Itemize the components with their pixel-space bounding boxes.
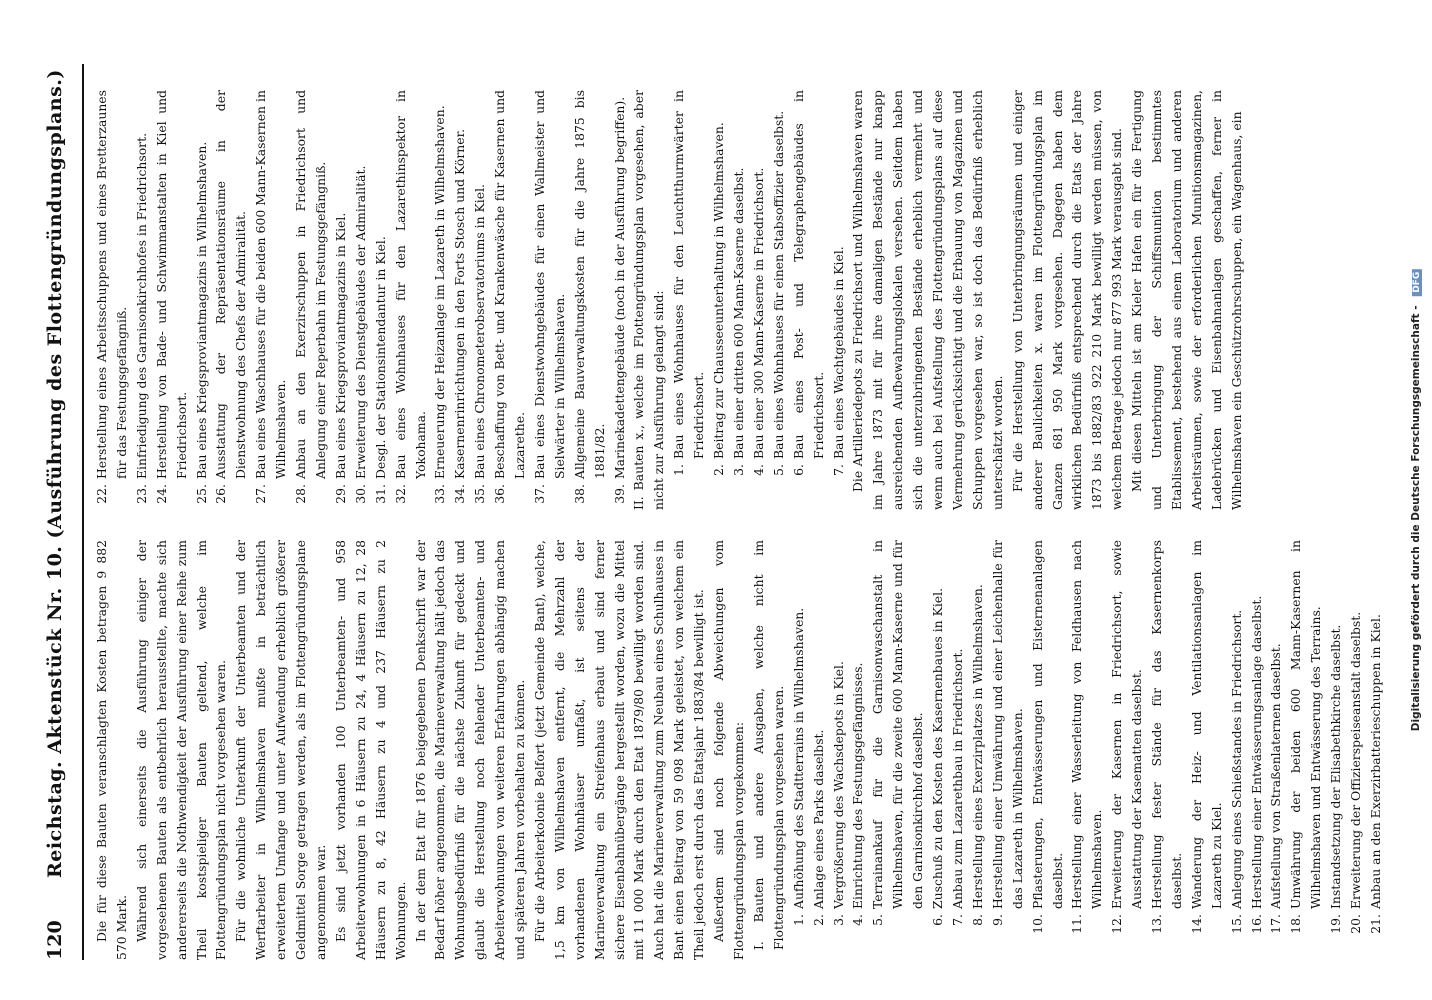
item-text: Bau eines Dienstwohngebäudes für einen Wallmeister und Sielwärter in Wilhelmshaven. xyxy=(531,90,567,479)
list-item xyxy=(570,90,610,510)
header-title: Reichstag. Aktenstück Nr. 10. (Ausführung des Flottengründungsplans.) xyxy=(44,69,66,878)
list-item xyxy=(789,540,809,960)
item-number: 12. xyxy=(1109,914,1125,934)
paragraph: Die Artilleriedepots zu Friedrichsort und Wilhelmshaven waren im Jahre 1873 mit für ihre damaligen Bestände nur knapp ausreichenden Aufbewahrungslokalen versehen. Seitdem haben sich die unterzubringenden Bestände erheblich vermehrt und wenn auch bei Aufstellung des Flottengründungsplans auf diese Vermehrung gerücksichtigt und die Erbauung von Magazinen und Schuppen vorgesehen war, so ist doch das Bedürfniß erheblich unterschätzt worden. xyxy=(850,90,1005,510)
list-item xyxy=(331,90,351,510)
item-text: Herstellung einer Entwässerungsanlage daselbst. xyxy=(1248,595,1264,909)
item-text: Erweiterung der Offizierspeiseanstalt daselbst. xyxy=(1348,611,1364,909)
list-item xyxy=(430,90,450,510)
list-item xyxy=(291,90,331,510)
item-text: Desgl. der Stationsintendantur in Kiel. xyxy=(372,236,388,479)
item-text: Umwährung der beiden 600 Mann-Kasernen in Wilhelmshaven und Entwässerung des Terrains. xyxy=(1288,540,1324,909)
item-number: 6. xyxy=(790,464,806,476)
page-number: 120 xyxy=(44,920,66,960)
list-item xyxy=(1326,540,1346,960)
item-number: 14. xyxy=(1188,914,1204,934)
list-item xyxy=(1187,540,1227,960)
item-number: 3. xyxy=(731,464,746,476)
paragraph: Für die wohnliche Unterkunft der Unterbeamten und der Werftarbeiter in Wilhelmshaven mußte in beträchtlich erweitertem Umfange und unter Aufwendung erheblich größerer Geldmittel Sorge getragen werden, als im Flottengründungsplane angenommen war. xyxy=(233,540,328,960)
list-item xyxy=(1028,540,1068,960)
credit-text: Digitalisierung gefördert durch die Deutsche Forschungsgemeinschaft - xyxy=(1410,305,1422,732)
item-text: Bau eines Kriegsproviantmagazins in Wilhelmshaven. xyxy=(193,141,209,479)
item-text: Bau eines Chronometerobservatoriums in Kiel. xyxy=(472,184,488,479)
list-item xyxy=(1266,540,1286,960)
list-item xyxy=(1107,540,1147,960)
item-text: Aufhöhung des Stadtterrains in Wilhelmshaven. xyxy=(790,607,806,909)
list-item xyxy=(669,90,709,510)
item-text: Erneuerung der Heizanlage im Lazareth in Wilhelmshaven. xyxy=(432,105,448,479)
item-number: 1. xyxy=(790,914,806,926)
paragraph: Für die Herstellung von Unterbringungsräumen und einiger anderer Baulichkeiten x. waren im Flottengründungsplan im Ganzen 681 950 Mark vorgesehen. Dagegen haben dem wirklichen Bedürfniß entsprechend durch die Etats der Jahre 1873 bis 1882/83 922 210 Mark bewilligt werden müssen, von welchem Betrage jedoch nur 877 993 Mark verausgabt sind. xyxy=(1009,90,1125,510)
item-number: 37. xyxy=(531,484,547,504)
item-number: 19. xyxy=(1328,914,1344,934)
item-number: 9. xyxy=(989,914,1005,926)
header-rule xyxy=(82,64,84,960)
item-text: Anlegung eines Schießstandes in Friedrichsort. xyxy=(1228,609,1244,909)
left-column xyxy=(92,540,1386,960)
item-text: Bau eines Waschhauses für die beiden 600 Mann-Kasernen in Wilhelmshaven. xyxy=(253,90,289,479)
item-text: Anbau zum Lazarethbau in Friedrichsort. xyxy=(949,648,965,909)
item-text: Herstellung fester Stände für das Kasernenkorps daselbst. xyxy=(1149,540,1184,909)
item-text: Allgemeine Bauverwaltungskosten für die Jahre 1875 bis 1881/82. xyxy=(571,90,607,479)
list-item xyxy=(968,540,988,960)
item-text: Bau eines Kriegsproviantmagazins in Kiel. xyxy=(332,212,348,479)
item-number: 31. xyxy=(372,484,388,504)
paragraph: Die für diese Bauten veranschlagten Kosten betragen 9 882 570 Mark. xyxy=(94,540,129,960)
item-number: 39. xyxy=(611,484,627,504)
list-item xyxy=(351,90,371,510)
page-header xyxy=(40,64,80,960)
item-number: 13. xyxy=(1149,914,1165,934)
item-number: 33. xyxy=(432,484,448,504)
item-text: Bau einer 300 Mann-Kaserne in Friedrichsort. xyxy=(750,167,766,459)
item-number: 34. xyxy=(452,484,468,504)
item-text: Aufstellung von Straßenlaternen daselbst. xyxy=(1268,643,1284,909)
section-heading: I. Bauten und andere Ausgaben, welche nicht im Flottengründungsplan vorgesehen waren. xyxy=(750,540,786,950)
item-number: 5. xyxy=(770,464,786,476)
item-text: Bau eines Wohnhauses für einen Stabsoffizier daselbst. xyxy=(770,110,786,459)
list-item xyxy=(709,90,729,510)
list-item xyxy=(211,90,251,510)
list-item xyxy=(1247,540,1267,960)
list-item xyxy=(470,90,490,510)
item-text: Bau eines Post- und Telegraphengebäudes in Friedrichsort. xyxy=(790,90,826,459)
item-text: Einrichtung des Festungsgefängnisses. xyxy=(850,662,866,909)
item-text: Bau eines Wachtgebäudes in Kiel. xyxy=(830,246,846,459)
digitization-credit xyxy=(1406,20,1426,980)
list-item xyxy=(928,540,948,960)
item-text: Anbau an den Exerzirschuppen in Friedrichsort und Anlegung einer Reperbahn im Festungsgefängniß. xyxy=(293,90,328,479)
item-text: Herstellung eines Exerzirplatzes in Wilhelmshaven. xyxy=(969,584,985,909)
item-number: 26. xyxy=(213,484,229,504)
item-text: Bau eines Wohnhauses für den Lazarethinspektor in Yokohama. xyxy=(392,90,428,479)
item-text: Erweiterung der Kasernen in Friedrichsort, sowie Ausstattung der Kasematten daselbst. xyxy=(1109,540,1145,909)
item-text: Erweiterung des Dienstgebäudes der Admiralität. xyxy=(352,165,368,479)
list-item xyxy=(1067,540,1107,960)
list-item xyxy=(1286,540,1326,960)
item-number: 29. xyxy=(332,484,348,504)
item-number: 36. xyxy=(492,484,508,504)
item-number: 35. xyxy=(472,484,488,504)
list-item xyxy=(948,540,968,960)
item-text: Beschaffung von Bett- und Krankenwäsche für Kasernen und Lazarethe. xyxy=(492,90,528,479)
list-item xyxy=(988,540,1028,960)
list-item xyxy=(789,90,829,510)
item-number: 5. xyxy=(870,914,886,926)
list-item xyxy=(132,90,152,510)
item-number: 16. xyxy=(1248,914,1264,934)
item-number: 30. xyxy=(352,484,368,504)
item-number: 25. xyxy=(193,484,209,504)
item-text: Zuschuß zu den Kosten des Kasernenbaues in Kiel. xyxy=(930,587,946,909)
item-text: Herstellung von Bade- und Schwimmanstalten in Kiel und Friedrichsort. xyxy=(153,90,189,479)
item-number: 32. xyxy=(392,484,408,504)
list-item xyxy=(92,90,132,510)
item-number: 38. xyxy=(571,484,587,504)
paragraph: Mit diesen Mitteln ist am Kieler Hafen ein für die Fertigung und Unterbringung der Schiffsmunition bestimmtes Etablissement, bestehend aus einem Laboratorium und anderen Arbeitsräumen, sowie der erforderlichen Munitionsmagazinen, Ladebrücken und Eisenbahnanlagen geschaffen, ferner in Wilhelmshaven ein Geschützrohrschuppen, ein Wagenhaus, ein xyxy=(1129,90,1244,510)
item-number: 10. xyxy=(1029,914,1045,934)
list-item xyxy=(391,90,431,510)
list-item xyxy=(769,90,789,510)
list-item xyxy=(1346,540,1366,960)
item-text: Einfriedigung des Garnisonkirchhofes in Friedrichsort. xyxy=(133,132,149,479)
list-item xyxy=(749,90,769,510)
item-text: Herstellung einer Wasserleitung von Feldhausen nach Wilhelmshaven. xyxy=(1069,540,1105,909)
item-number: 18. xyxy=(1288,914,1304,934)
item-number: 4. xyxy=(850,914,866,926)
list-item xyxy=(809,540,829,960)
item-number: 20. xyxy=(1348,914,1364,934)
item-number: 8. xyxy=(969,914,985,926)
list-item xyxy=(1147,540,1187,960)
list-item xyxy=(1366,540,1386,960)
item-number: 23. xyxy=(133,484,149,504)
item-text: Pflasterungen, Entwässerungen und Eisternenanlagen daselbst. xyxy=(1029,540,1065,909)
list-item xyxy=(729,90,749,510)
item-text: Kasernenrinrichtungen in den Forts Stosch und Körner. xyxy=(452,128,468,479)
text-columns xyxy=(92,64,1422,960)
item-text: Bau einer dritten 600 Mann-Kaserne daselbst. xyxy=(731,167,746,459)
list-item xyxy=(192,90,212,510)
item-number: 28. xyxy=(293,484,309,504)
item-text: Wanderung der Heiz- und Ventilationsanlagen im Lazareth zu Kiel. xyxy=(1188,540,1224,909)
list-item xyxy=(1227,540,1247,960)
item-text: Instandsetzung der Elisabethkirche daselbst. xyxy=(1328,624,1344,909)
item-number: 1. xyxy=(671,464,687,476)
item-number: 11. xyxy=(1069,914,1085,934)
item-text: Vergrößerung des Wachsdepots in Kiel. xyxy=(830,661,846,909)
item-number: 17. xyxy=(1268,914,1284,934)
paragraph: Während sich einerseits die Ausführung einiger der vorgesehenen Bauten als entbehrlich herausstellte, machte sich andererseits die Nothwendigkeit der Ausführung einer Reihe zum Theil kostspieliger Bauten geltend, welche im Flottengründungsplan nicht vorgesehen waren. xyxy=(133,540,229,960)
dfg-logo: DFG xyxy=(1412,269,1422,296)
list-item xyxy=(829,540,849,960)
list-item xyxy=(530,90,570,510)
item-number: 3. xyxy=(830,914,846,926)
item-number: 7. xyxy=(949,914,965,926)
item-text: Herstellung eines Arbeitsschuppens und eines Bretterzaunes für das Festungsgefängniß. xyxy=(94,90,129,479)
item-number: 2. xyxy=(711,464,727,476)
list-item xyxy=(152,90,192,510)
item-text: Beitrag zur Chausseeunterhaltung in Wilhelmshaven. xyxy=(711,122,727,459)
paragraph: Außerdem sind noch folgende Abweichungen vom Flottengründungsplan vorgekommen: xyxy=(711,540,746,960)
item-number: 4. xyxy=(750,464,766,476)
item-number: 7. xyxy=(830,464,846,476)
item-number: 6. xyxy=(930,914,946,926)
item-number: 21. xyxy=(1368,914,1383,934)
paragraph: Für die Arbeiterkolonie Belfort (jetzt Gemeinde Bant), welche, 1,5 km von Wilhelmshaven entfernt, die Mehrzahl der vorhandenen Wohnhäuser umfaßt, ist seitens der Marineverwaltung ein Streifenhaus erbaut und sind ferner sichere Eisenbahnübergänge hergestellt worden, wozu die Mittel mit 11 000 Mark durch den Etat 1879/80 bewilligt worden sind. Auch hat die Marineverwaltung zum Neubau eines Schulhauses in Bant einen Beitrag von 59 098 Mark geleistet, von welchem ein Theil jedoch erst durch das Etatsjahr 1883/84 bewilligt ist. xyxy=(531,540,707,960)
item-text: Terrainankauf für die Garnisonwaschanstalt in Wilhelmshaven, für die zweite 600 Mann-Kaserne und für den Garnisonkirchhof daselbst. xyxy=(870,540,926,909)
section-heading: II. Bauten x., welche im Flottengründungsplan vorgesehen, aber nicht zur Ausführung gelangt sind: xyxy=(631,90,667,510)
list-item xyxy=(371,90,391,510)
list-item xyxy=(829,90,849,510)
item-number: 27. xyxy=(253,484,269,504)
item-number: 2. xyxy=(810,914,826,926)
right-column xyxy=(92,90,1247,510)
paragraph: In der dem Etat für 1876 beigegebenen Denkschrift war der Bedarf höher angenommen, die Marineverwaltung hält jedoch das Wohnungsbedürfniß für die nächste Zukunft für gedeckt und glaubt die Herstellung noch fehlender Unterbeamten- und Arbeiterwohnungen von weiteren Erfahrungen abhängig machen und späteren Jahren vorbehalten zu können. xyxy=(412,540,528,960)
list-item xyxy=(450,90,470,510)
item-text: Anbau an den Exerzirbatterieschuppen in Kiel. xyxy=(1368,614,1383,909)
list-item xyxy=(848,540,868,960)
item-text: Marinekadettengebäude (noch in der Ausführung begriffen). xyxy=(611,96,627,479)
item-text: Herstellung einer Umwährung und einer Leichenhalle für das Lazareth in Wilhelmshaven. xyxy=(989,540,1025,909)
item-text: Bau eines Wohnhauses für den Leuchtthurmwärter in Friedrichsort. xyxy=(671,90,707,459)
list-item xyxy=(868,540,928,960)
paragraph: Es sind jetzt vorhanden 100 Unterbeamten- und 958 Arbeiterwohnungen in 6 Häusern zu 24, 4 Häusern zu 12, 28 Häusern zu 8, 42 Häusern zu 4 und 237 Häusern zu 2 Wohnungen. xyxy=(332,540,408,960)
list-item xyxy=(610,90,630,510)
item-number: 15. xyxy=(1228,914,1244,934)
list-item xyxy=(251,90,291,510)
list-item xyxy=(490,90,530,510)
item-text: Anlage eines Parks daselbst. xyxy=(810,729,826,909)
item-number: 22. xyxy=(94,484,109,504)
item-number: 24. xyxy=(153,484,169,504)
item-text: Ausstattung der Repräsentationsräume in der Dienstwohnung des Chefs der Admiralität. xyxy=(213,90,249,479)
